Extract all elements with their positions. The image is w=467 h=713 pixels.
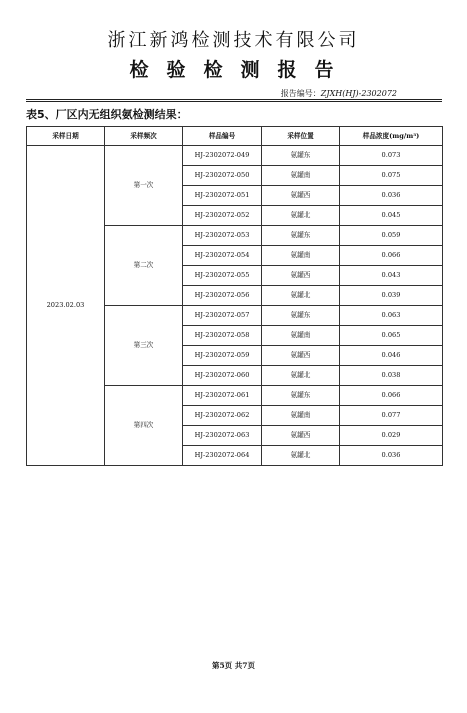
concentration-cell: 0.029	[340, 426, 443, 446]
concentration-cell: 0.066	[340, 386, 443, 406]
concentration-cell: 0.036	[340, 446, 443, 466]
location-cell: 氨罐北	[262, 366, 340, 386]
location-cell: 氨罐北	[262, 206, 340, 226]
sampling-frequency-cell: 第一次	[105, 146, 183, 226]
location-cell: 氨罐东	[262, 306, 340, 326]
location-cell: 氨罐北	[262, 446, 340, 466]
sample-id-cell: HJ-2302072-058	[183, 326, 262, 346]
document-title: 检验检测报告	[129, 59, 352, 81]
sample-id-cell: HJ-2302072-062	[183, 406, 262, 426]
report-number	[281, 88, 397, 99]
report-number-label: 报告编号：	[280, 89, 321, 98]
report-number-value: ZJXH(HJ)-2302072	[320, 89, 397, 98]
header-cell: 样品浓度(mg/m³)	[340, 127, 443, 146]
sample-id-cell: HJ-2302072-064	[183, 446, 262, 466]
table-header-row	[27, 127, 443, 146]
concentration-cell: 0.059	[340, 226, 443, 246]
location-cell: 氨罐东	[262, 146, 340, 166]
concentration-cell: 0.045	[340, 206, 443, 226]
table-row	[27, 146, 443, 166]
concentration-cell: 0.046	[340, 346, 443, 366]
concentration-cell: 0.036	[340, 186, 443, 206]
page-footer: 第5页 共7页	[211, 661, 256, 670]
location-cell: 氨罐南	[262, 326, 340, 346]
sample-id-cell: HJ-2302072-057	[183, 306, 262, 326]
company-name: 浙江新鸿检测技术有限公司	[107, 30, 360, 51]
sample-id-cell: HJ-2302072-050	[183, 166, 262, 186]
sample-id-cell: HJ-2302072-054	[183, 246, 262, 266]
location-cell: 氨罐西	[262, 346, 340, 366]
header-cell: 采样日期	[27, 127, 105, 146]
concentration-cell: 0.065	[340, 326, 443, 346]
location-cell: 氨罐北	[262, 286, 340, 306]
header-cell: 采样频次	[105, 127, 183, 146]
sample-id-cell: HJ-2302072-061	[183, 386, 262, 406]
header-cell: 采样位置	[262, 127, 340, 146]
concentration-cell: 0.063	[340, 306, 443, 326]
location-cell: 氨罐南	[262, 406, 340, 426]
sample-id-cell: HJ-2302072-060	[183, 366, 262, 386]
sample-id-cell: HJ-2302072-051	[183, 186, 262, 206]
concentration-cell: 0.043	[340, 266, 443, 286]
header-rule	[26, 99, 442, 100]
location-cell: 氨罐西	[262, 266, 340, 286]
sample-id-cell: HJ-2302072-056	[183, 286, 262, 306]
sampling-frequency-cell: 第二次	[105, 226, 183, 306]
header-cell: 样品编号	[183, 127, 262, 146]
location-cell: 氨罐西	[262, 186, 340, 206]
sample-id-cell: HJ-2302072-052	[183, 206, 262, 226]
sample-id-cell: HJ-2302072-053	[183, 226, 262, 246]
sample-id-cell: HJ-2302072-049	[183, 146, 262, 166]
location-cell: 氨罐南	[262, 246, 340, 266]
location-cell: 氨罐东	[262, 226, 340, 246]
table-caption: 表5、厂区内无组织氨检测结果：	[26, 108, 188, 121]
sampling-frequency-cell: 第四次	[105, 386, 183, 466]
location-cell: 氨罐南	[262, 166, 340, 186]
concentration-cell: 0.066	[340, 246, 443, 266]
concentration-cell: 0.039	[340, 286, 443, 306]
header-rule-double	[26, 101, 442, 102]
sampling-frequency-cell: 第三次	[105, 306, 183, 386]
results-table	[26, 126, 443, 466]
concentration-cell: 0.038	[340, 366, 443, 386]
location-cell: 氨罐东	[262, 386, 340, 406]
location-cell: 氨罐西	[262, 426, 340, 446]
sample-id-cell: HJ-2302072-063	[183, 426, 262, 446]
table-body	[27, 146, 443, 466]
concentration-cell: 0.075	[340, 166, 443, 186]
sampling-date-cell: 2023.02.03	[27, 146, 105, 466]
concentration-cell: 0.073	[340, 146, 443, 166]
concentration-cell: 0.077	[340, 406, 443, 426]
sample-id-cell: HJ-2302072-059	[183, 346, 262, 366]
sample-id-cell: HJ-2302072-055	[183, 266, 262, 286]
